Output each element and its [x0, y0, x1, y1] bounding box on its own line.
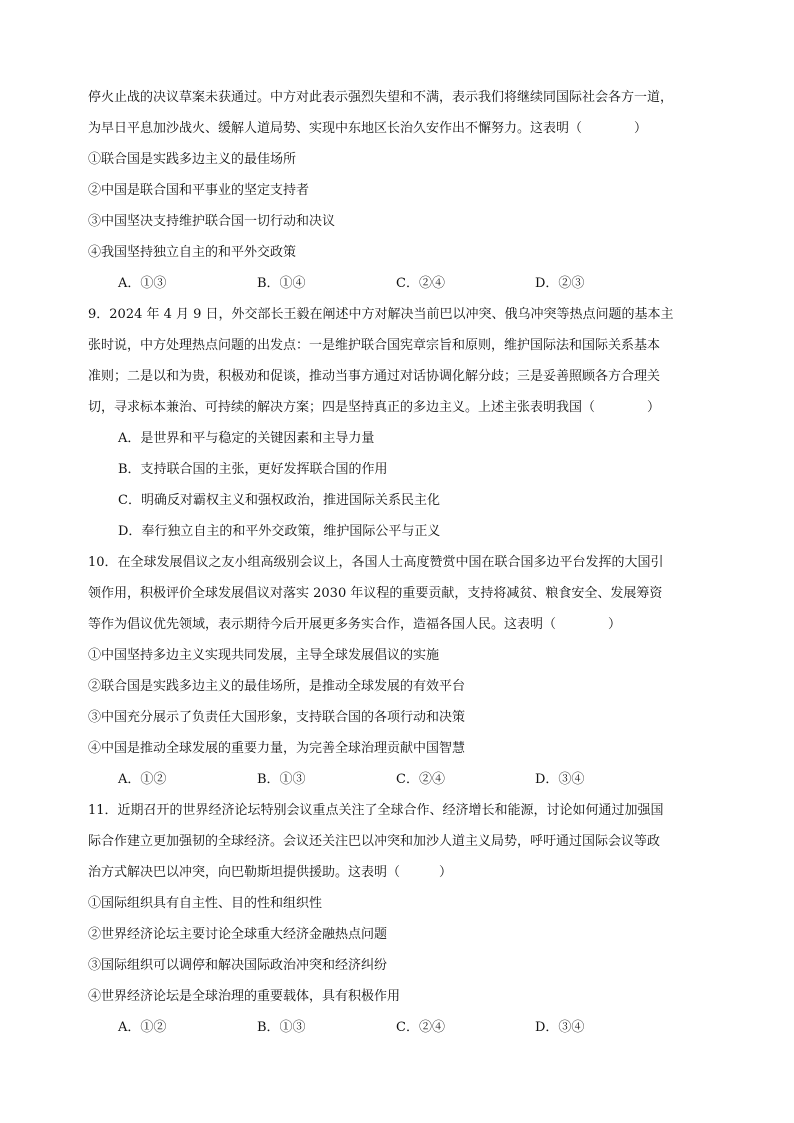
- statement-3: ③中国充分展示了负责任大国形象，支持联合国的各项行动和决策: [88, 710, 466, 725]
- question-text-line: 际合作建立更加强韧的全球经济。会议还关注巴以冲突和加沙人道主义局势，呼吁通过国际会议等政: [88, 834, 661, 849]
- option-a[interactable]: A．①②: [118, 772, 167, 787]
- option-d[interactable]: D．③④: [535, 1020, 585, 1035]
- question-9: [88, 299, 712, 547]
- option-c[interactable]: C．明确反对霸权主义和强权政治，推进国际关系民主化: [118, 493, 440, 508]
- answer-options: [88, 764, 712, 795]
- question-10: [88, 547, 712, 795]
- question-text-line: 11．近期召开的世界经济论坛特别会议重点关注了全球合作、经济增长和能源，讨论如何通过加强国: [88, 803, 664, 818]
- question-text-line: 张时说，中方处理热点问题的出发点：一是维护联合国宪章宗旨和原则，维护国际法和国际关系基本: [88, 338, 661, 353]
- question-text-line: 停火止战的决议草案未获通过。中方对此表示强烈失望和不满，表示我们将继续同国际社会各方一道，: [88, 90, 674, 105]
- statement-2: ②中国是联合国和平事业的坚定支持者: [88, 183, 310, 198]
- option-b[interactable]: B．①③: [257, 1020, 306, 1035]
- statement-1: ①联合国是实践多边主义的最佳场所: [88, 152, 297, 167]
- option-c[interactable]: C．②④: [396, 276, 445, 291]
- question-11: [88, 795, 712, 1043]
- answer-options: [88, 1012, 712, 1043]
- option-d[interactable]: D．②③: [535, 276, 585, 291]
- exam-page: [88, 82, 712, 1043]
- question-text-line: 等作为倡议优先领域，表示期待今后开展更多务实合作，造福各国人民。这表明（ ）: [88, 617, 622, 632]
- option-d[interactable]: D．奉行独立自主的和平外交政策，维护国际公平与正义: [118, 524, 441, 539]
- option-b[interactable]: B．①③: [257, 772, 306, 787]
- question-text-line: 切，寻求标本兼治、可持续的解决方案；四是坚持真正的多边主义。上述主张表明我国（ ）: [88, 400, 661, 415]
- option-b[interactable]: B．支持联合国的主张，更好发挥联合国的作用: [118, 462, 388, 477]
- option-a[interactable]: A．是世界和平与稳定的关键因素和主导力量: [118, 431, 375, 446]
- question-text-line: 10．在全球发展倡议之友小组高级别会议上，各国人士高度赞赏中国在联合国多边平台发挥的大国引: [88, 555, 664, 570]
- option-c[interactable]: C．②④: [396, 772, 445, 787]
- statement-2: ②联合国是实践多边主义的最佳场所，是推动全球发展的有效平台: [88, 679, 466, 694]
- statement-4: ④中国是推动全球发展的重要力量，为完善全球治理贡献中国智慧: [88, 741, 466, 756]
- question-text-line: 为早日平息加沙战火、缓解人道局势、实现中东地区长治久安作出不懈努力。这表明（ ）: [88, 121, 648, 136]
- question-text-line: 治方式解决巴以冲突，向巴勒斯坦提供援助。这表明（ ）: [88, 865, 453, 880]
- statement-4: ④世界经济论坛是全球治理的重要载体，具有积极作用: [88, 989, 401, 1004]
- option-d[interactable]: D．③④: [535, 772, 585, 787]
- question-text-line: 准则；二是以和为贵，积极劝和促谈，推动当事方通过对话协调化解分歧；三是妥善照顾各方合理关: [88, 369, 661, 384]
- question-text-line: 领作用，积极评价全球发展倡议对落实 2030 年议程的重要贡献，支持将减贫、粮食安全、发展筹资: [88, 586, 663, 601]
- statement-4: ④我国坚持独立自主的和平外交政策: [88, 245, 297, 260]
- option-c[interactable]: C．②④: [396, 1020, 445, 1035]
- question-8-tail: [88, 82, 712, 299]
- statement-3: ③国际组织可以调停和解决国际政治冲突和经济纠纷: [88, 958, 388, 973]
- statement-2: ②世界经济论坛主要讨论全球重大经济金融热点问题: [88, 927, 388, 942]
- answer-options: [88, 268, 712, 299]
- statement-3: ③中国坚决支持维护联合国一切行动和决议: [88, 214, 336, 229]
- statement-1: ①国际组织具有自主性、目的性和组织性: [88, 896, 323, 911]
- option-a[interactable]: A．①②: [118, 1020, 167, 1035]
- question-text-line: 9．2024 年 4 月 9 日，外交部长王毅在阐述中方对解决当前巴以冲突、俄乌冲突等热点问题的基本主: [88, 307, 674, 322]
- option-b[interactable]: B．①④: [257, 276, 306, 291]
- option-a[interactable]: A．①③: [118, 276, 167, 291]
- statement-1: ①中国坚持多边主义实现共同发展，主导全球发展倡议的实施: [88, 648, 440, 663]
